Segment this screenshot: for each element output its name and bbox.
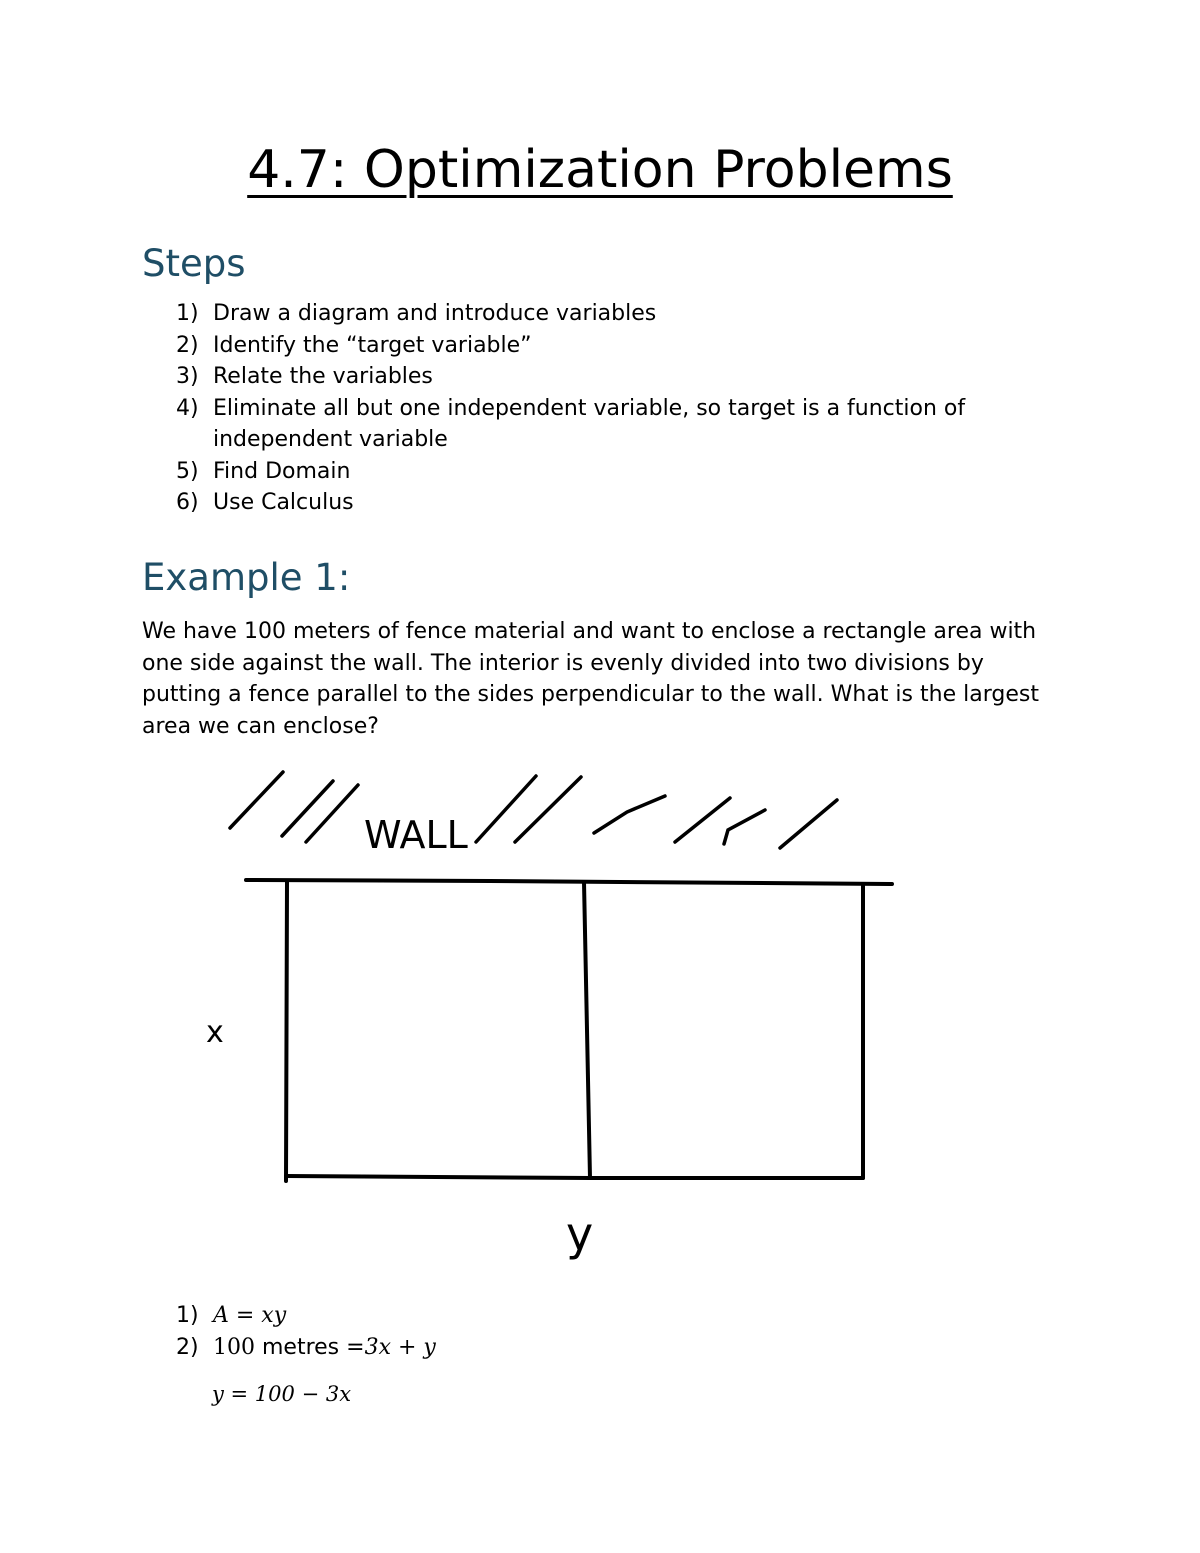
side-label: x xyxy=(206,1015,224,1050)
list-number: 1) xyxy=(176,301,199,326)
list-item xyxy=(176,456,1073,488)
fence-middle xyxy=(584,882,590,1178)
perimeter-text: metres = xyxy=(255,1334,365,1360)
solved-equation: y = 100 − 3x xyxy=(212,1382,352,1406)
example-heading: Example 1: xyxy=(142,556,351,599)
list-item xyxy=(176,1332,1073,1364)
list-number: 6) xyxy=(176,490,199,515)
list-text: Use Calculus xyxy=(213,490,354,515)
solution-list xyxy=(176,1300,1073,1363)
area-equation: A = xy xyxy=(213,1303,287,1328)
list-text: Find Domain xyxy=(213,458,351,484)
list-text: Eliminate all but one independent variable, so target is a function of independent variable xyxy=(213,395,966,452)
list-item xyxy=(176,393,1073,456)
list-item xyxy=(176,330,1073,362)
steps-list xyxy=(176,298,1073,519)
list-number: 2) xyxy=(176,332,199,358)
wall-line xyxy=(246,880,892,884)
list-number: 2) xyxy=(176,1334,199,1360)
wall-label: WALL xyxy=(364,813,468,857)
example-paragraph: We have 100 meters of fence material and want to enclose a rectangle area with one side against the wall. The interior is evenly divided into two divisions by putting a fence parallel to the sides perpendicular to the wall. What is the largest area we can enclose? xyxy=(142,619,1039,739)
list-item xyxy=(176,361,1073,393)
perimeter-equation: 3x + y xyxy=(364,1334,436,1360)
bottom-label: y xyxy=(566,1207,594,1261)
fence-lines xyxy=(246,880,892,1181)
list-number: 4) xyxy=(176,395,199,421)
list-item xyxy=(176,1300,1073,1332)
list-text: Relate the variables xyxy=(213,364,433,389)
wall-hatching xyxy=(230,772,837,848)
perimeter-value: 100 xyxy=(213,1334,255,1360)
list-text: Identify the “target variable” xyxy=(213,332,532,358)
fence-bottom xyxy=(286,1176,863,1178)
list-text: Draw a diagram and introduce variables xyxy=(213,301,657,326)
list-item xyxy=(176,487,1073,519)
list-item xyxy=(176,298,1073,330)
page-title: 4.7: Optimization Problems xyxy=(247,140,953,200)
fence-diagram xyxy=(0,760,1200,1280)
list-number: 1) xyxy=(176,1303,199,1328)
fence-left xyxy=(286,882,287,1181)
list-number: 5) xyxy=(176,458,199,484)
steps-heading: Steps xyxy=(142,242,246,285)
list-number: 3) xyxy=(176,364,199,389)
